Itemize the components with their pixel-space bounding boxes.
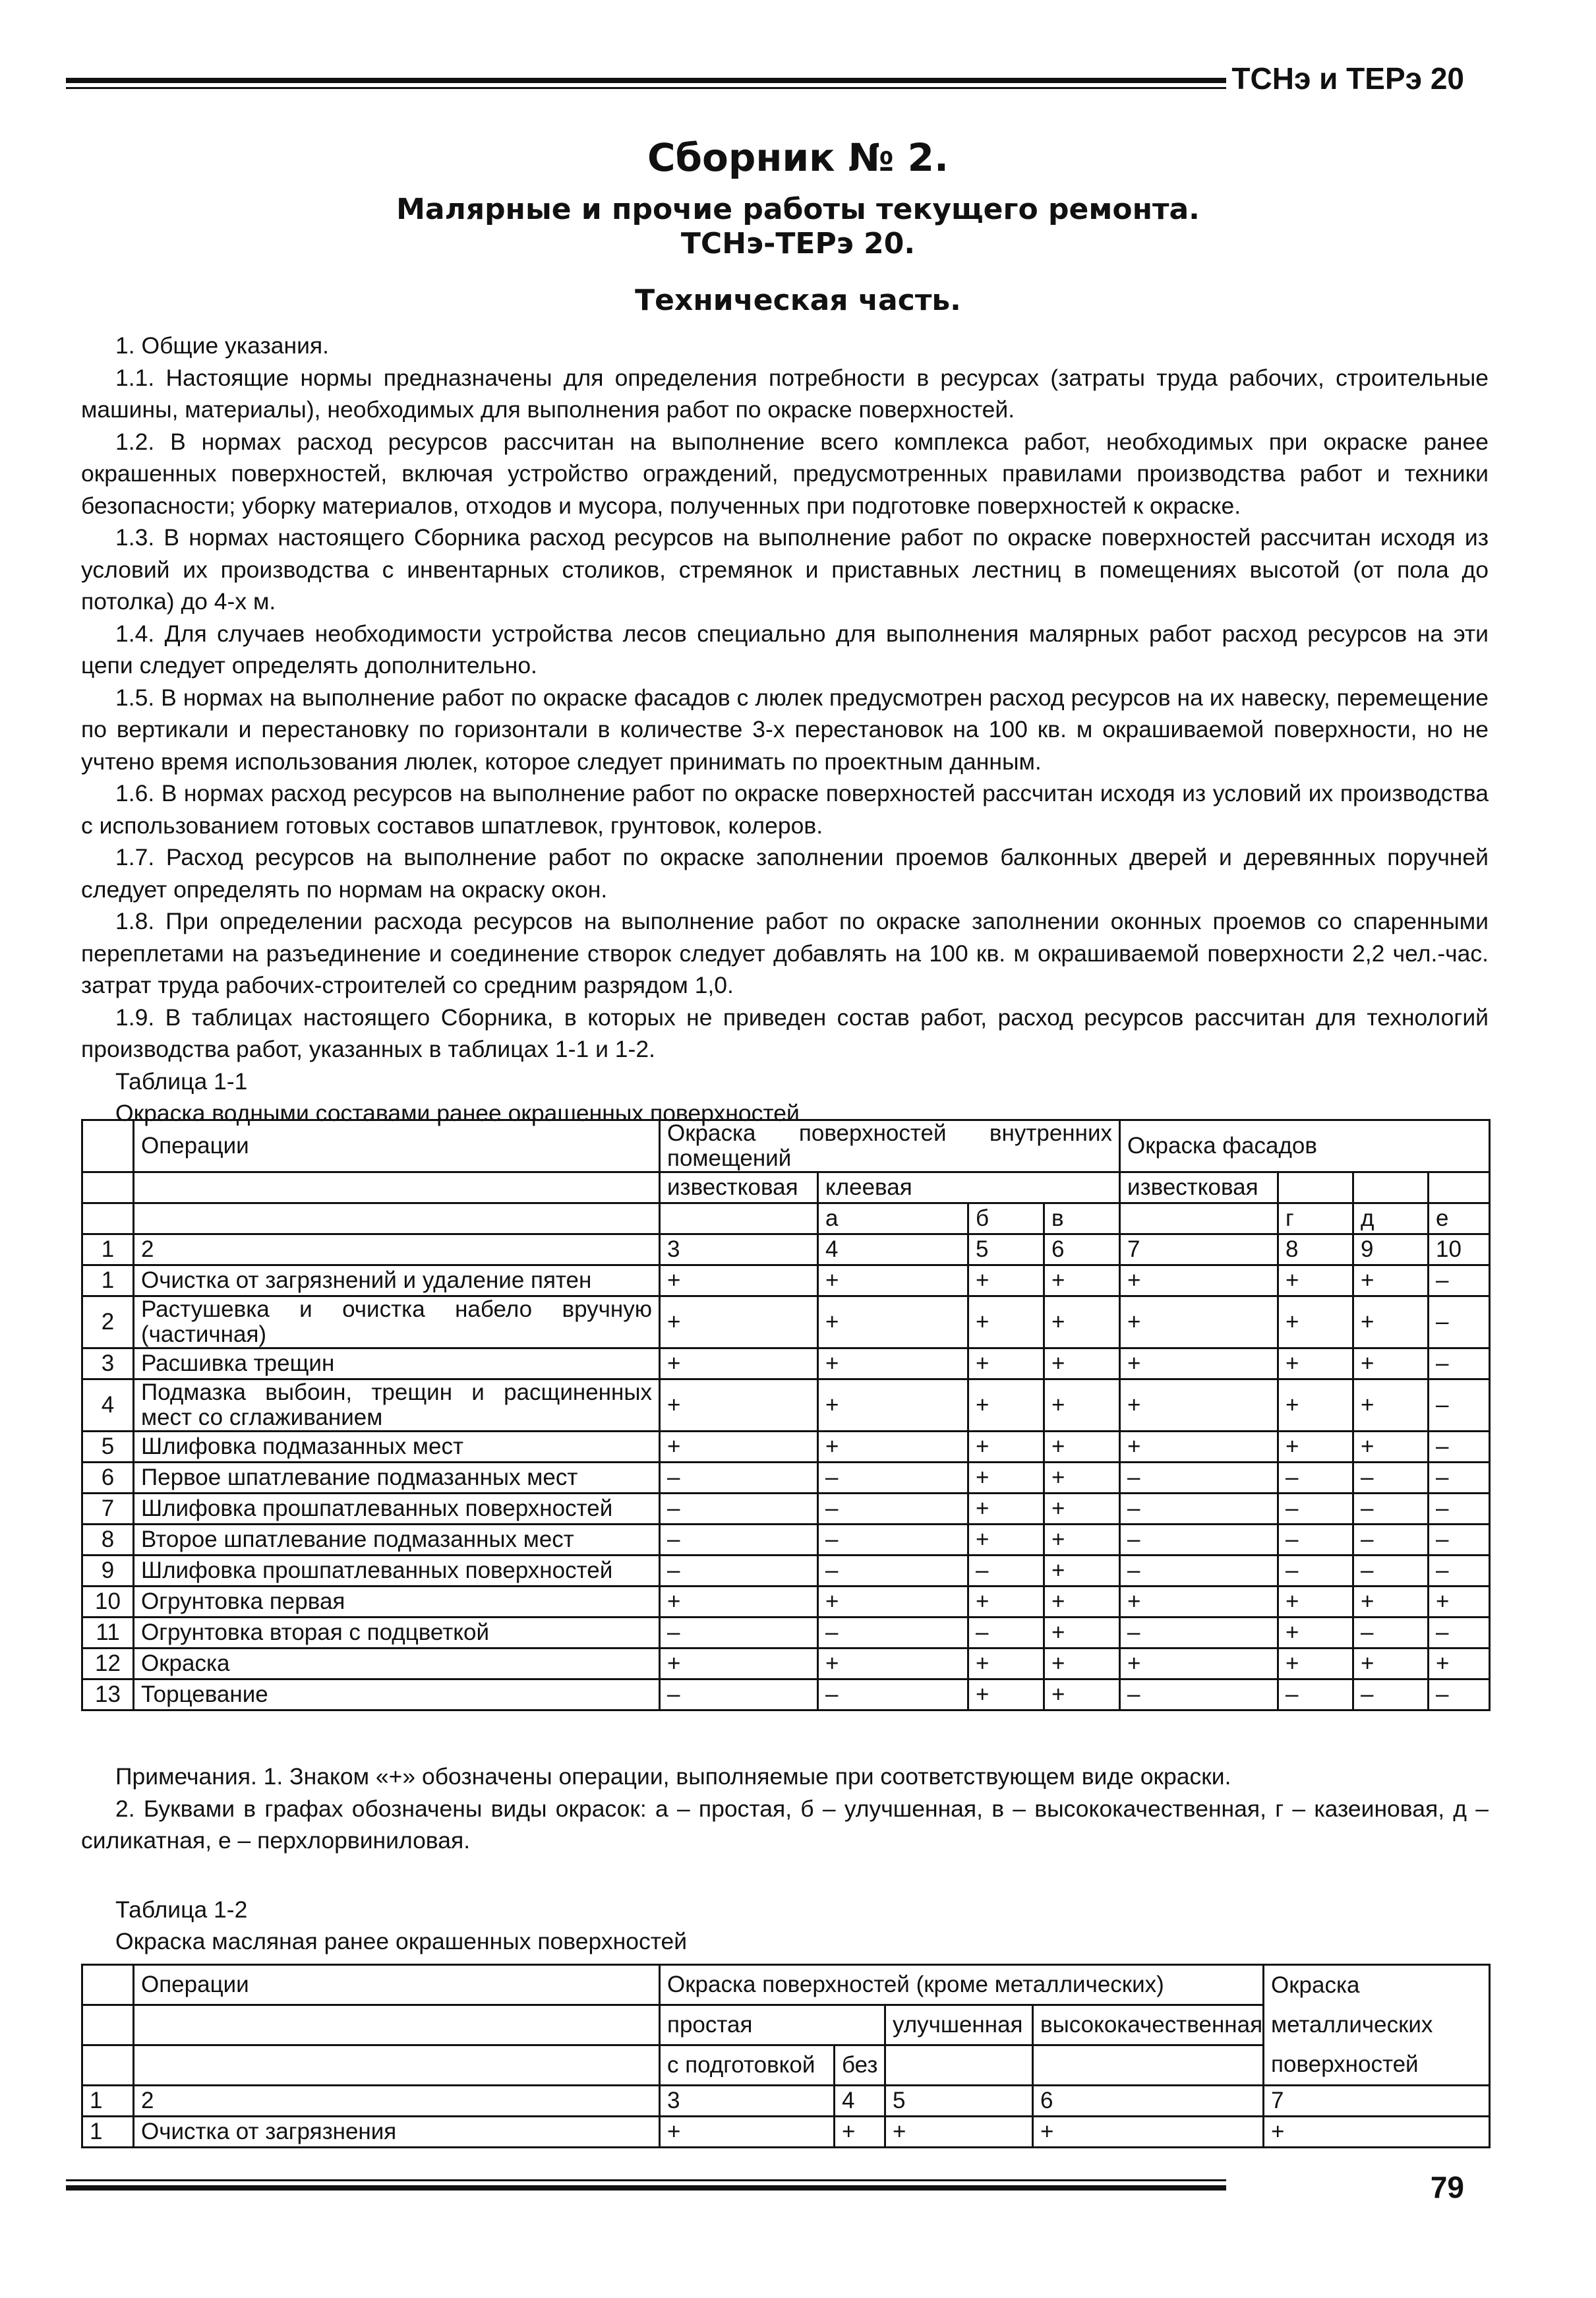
mark: + [1120,1265,1278,1296]
mark: + [1278,1296,1353,1348]
table2-caption: Окраска масляная ранее окрашенных поверхностей [115,1928,688,1954]
letter-cell: г [1278,1203,1353,1234]
mark: + [1044,1556,1120,1587]
row-number: 7 [82,1494,134,1525]
mark: – [818,1618,968,1648]
header-lime: известковая [660,1172,818,1203]
note: 2. Буквами в графах обозначены виды окрасок: а – простая, б – улучшенная, в – высококачественная, г – казеиновая, д – силикатная, е – перхлорвиниловая. [81,1795,1489,1854]
header-high: высококачественная [1033,2005,1264,2045]
header-without: без [835,2045,885,2086]
cell [1429,1172,1490,1203]
mark: + [1044,1679,1120,1710]
mark: + [1044,1348,1120,1379]
header-operations: Операции [134,1965,660,2005]
mark: + [1353,1265,1429,1296]
mark: – [660,1494,818,1525]
table2-label: Таблица 1-2 [115,1896,248,1923]
mark: – [660,1463,818,1494]
operation: Расшивка трещин [134,1348,660,1379]
mark: + [660,1648,818,1679]
col-number: 5 [885,2086,1033,2117]
paragraph: 1. Общие указания. [115,332,330,359]
col-number: 10 [1429,1234,1490,1265]
mark: + [818,1348,968,1379]
header-simple: простая [660,2005,885,2045]
row-number: 11 [82,1618,134,1648]
mark: – [1429,1494,1490,1525]
mark: – [660,1618,818,1648]
operation: Подмазка выбоин, трещин и расщиненных мест со сглаживанием [134,1379,660,1432]
mark: + [818,1587,968,1618]
table-1-1-body [82,1265,1490,1710]
header-glue: клеевая [818,1172,1120,1203]
mark: + [968,1679,1044,1710]
footer-rule [66,2179,1226,2194]
cell [134,2045,660,2086]
mark: + [1044,1265,1120,1296]
mark: – [1120,1618,1278,1648]
body-text [81,330,1489,1130]
operation: Шлифовка подмазанных мест [134,1432,660,1463]
mark: – [1429,1348,1490,1379]
mark: + [968,1525,1044,1556]
mark: + [1044,1494,1120,1525]
mark: + [1353,1648,1429,1679]
letter-cell: е [1429,1203,1490,1234]
paragraph: 1.7. Расход ресурсов на выполнение работ по окраске заполнении проемов балконных дверей и деревянных поручней следует определять по нормам на окраску окон. [81,844,1489,903]
mark: + [968,1379,1044,1432]
header-interior: Окраска поверхностей внутренних помещений [660,1120,1120,1172]
mark: – [1353,1556,1429,1587]
operation: Шлифовка прошпатлеванных поверхностей [134,1494,660,1525]
mark: + [1353,1296,1429,1348]
operation: Второе шпатлевание подмазанных мест [134,1525,660,1556]
mark: + [968,1265,1044,1296]
col-number: 4 [835,2086,885,2117]
col-number: 7 [1120,1234,1278,1265]
row-number: 10 [82,1587,134,1618]
col-number: 1 [82,1234,134,1265]
cell [134,1203,660,1234]
col-number: 4 [818,1234,968,1265]
mark: – [660,1525,818,1556]
mark: + [1120,1296,1278,1348]
mark: – [1120,1679,1278,1710]
operation: Очистка от загрязнения [134,2117,660,2148]
cell [1353,1172,1429,1203]
running-head: ТСНэ и ТЕРэ 20 [1231,61,1464,96]
mark: + [1120,1432,1278,1463]
mark: + [818,1265,968,1296]
mark: + [818,1432,968,1463]
mark: – [1278,1494,1353,1525]
mark: – [1429,1265,1490,1296]
paragraph: 1.9. В таблицах настоящего Сборника, в которых не приведен состав работ, расход ресурсов рассчитан для технологий производства работ, указанных в таблицах 1-1 и 1-2. [81,1004,1489,1062]
cell [1278,1172,1353,1203]
collection-title: Сборник № 2. [647,135,949,180]
mark: – [1278,1556,1353,1587]
mark: – [1429,1679,1490,1710]
table-row [82,1587,1490,1618]
mark: + [835,2117,885,2148]
mark: – [818,1525,968,1556]
mark: – [1353,1494,1429,1525]
mark: + [1044,1379,1120,1432]
row-number: 3 [82,1348,134,1379]
header-facades: Окраска фасадов [1120,1120,1490,1172]
paragraph: 1.8. При определении расхода ресурсов на выполнение работ по окраске заполнении оконных проемов со спаренными переплетами на разъединение и соединение створок следует добавлять на 100 кв. м окрашиваемой поверхности 2,2 чел.-час. затрат труда рабочих-строителей со средним разрядом 1,0. [81,908,1489,998]
mark: + [1044,1432,1120,1463]
mark: – [1120,1494,1278,1525]
note: Примечания. 1. Знаком «+» обозначены операции, выполняемые при соответствующем виде окраски. [115,1763,1231,1790]
table-row [82,1648,1490,1679]
mark: + [968,1494,1044,1525]
mark: – [1278,1463,1353,1494]
mark: + [1353,1348,1429,1379]
mark: – [1429,1525,1490,1556]
operation: Огрунтовка вторая с подцветкой [134,1618,660,1648]
mark: + [1044,1648,1120,1679]
mark: + [1264,2117,1490,2148]
mark: + [1278,1432,1353,1463]
mark: – [1120,1525,1278,1556]
mark: + [1429,1587,1490,1618]
page-number: 79 [1430,2170,1464,2204]
paragraph: 1.5. В нормах на выполнение работ по окраске фасадов с люлек предусмотрен расход ресурсов на их навеску, перемещение по вертикали и перестановку по горизонтали в количестве 3-х перестановок на 100 кв. м окрашиваемой поверхности, но не учтено время использования люлек, которое следует принимать по проектным данным. [81,684,1489,775]
cell [82,2005,134,2045]
paragraph: 1.1. Настоящие нормы предназначены для определения потребности в ресурсах (затраты труда рабочих, строительные машины, материалы), необходимых для выполнения работ по окраске поверхностей. [81,364,1489,423]
table-row [82,1618,1490,1648]
operation: Первое шпатлевание подмазанных мест [134,1463,660,1494]
mark: + [1044,1463,1120,1494]
mark: + [818,1379,968,1432]
cell [1033,2045,1264,2086]
mark: – [968,1618,1044,1648]
mark: + [1033,2117,1264,2148]
mark: + [1044,1587,1120,1618]
row-number: 8 [82,1525,134,1556]
mark: – [660,1556,818,1587]
mark: + [1278,1379,1353,1432]
mark: + [968,1648,1044,1679]
mark: + [968,1348,1044,1379]
mark: + [1353,1379,1429,1432]
row-number: 9 [82,1556,134,1587]
mark: – [660,1679,818,1710]
mark: + [660,1587,818,1618]
operation: Торцевание [134,1679,660,1710]
mark: + [968,1587,1044,1618]
letter-cell: в [1044,1203,1120,1234]
cell [82,2045,134,2086]
row-number: 5 [82,1432,134,1463]
mark: + [968,1432,1044,1463]
mark: + [1044,1618,1120,1648]
row-number: 12 [82,1648,134,1679]
table1-caption: Окраска водными составами ранее окрашенных поверхностей [115,1100,800,1126]
cell [82,1203,134,1234]
mark: + [1278,1648,1353,1679]
mark: – [818,1679,968,1710]
mark: + [1120,1348,1278,1379]
row-number: 2 [82,1296,134,1348]
mark: – [1429,1379,1490,1432]
col-number: 2 [134,1234,660,1265]
header-lime: известковая [1120,1172,1278,1203]
table-row [82,1379,1490,1432]
row-number: 6 [82,1463,134,1494]
col-number: 2 [134,2086,660,2117]
section-title: Техническая часть. [635,284,961,317]
header-operations: Операции [134,1120,660,1172]
mark: + [885,2117,1033,2148]
operation: Огрунтовка первая [134,1587,660,1618]
table2-captions [81,1894,1489,1957]
mark: + [1044,1525,1120,1556]
header-improved: улучшенная [885,2005,1033,2045]
mark: – [968,1556,1044,1587]
table1-label: Таблица 1-1 [115,1068,248,1095]
table-row [82,1348,1490,1379]
col-number: 5 [968,1234,1044,1265]
paragraph: 1.6. В нормах расход ресурсов на выполнение работ по окраске поверхностей рассчитан исходя из условий их производства с использованием готовых составов шпатлевок, грунтовок, колеров. [81,780,1489,839]
mark: + [1353,1587,1429,1618]
mark: – [818,1494,968,1525]
header-with-prep: с подготовкой [660,2045,835,2086]
mark: – [1429,1618,1490,1648]
cell [82,1120,134,1172]
mark: – [1278,1525,1353,1556]
cell [134,2005,660,2045]
mark: – [1353,1618,1429,1648]
mark: – [1120,1556,1278,1587]
notes [81,1761,1489,1857]
header-rule [66,78,1226,93]
letter-cell: д [1353,1203,1429,1234]
mark: + [1120,1587,1278,1618]
mark: – [1429,1463,1490,1494]
cell [885,2045,1033,2086]
cell [660,1203,818,1234]
paragraph: 1.4. Для случаев необходимости устройства лесов специально для выполнения малярных работ расход ресурсов на эти цепи следует определять дополнительно. [81,620,1489,679]
letter-cell: б [968,1203,1044,1234]
mark: + [660,1379,818,1432]
mark: – [1120,1463,1278,1494]
mark: + [818,1648,968,1679]
mark: – [818,1556,968,1587]
row-number: 13 [82,1679,134,1710]
col-number: 8 [1278,1234,1353,1265]
table-1-2 [81,1964,1491,2148]
mark: + [1044,1296,1120,1348]
row-number: 4 [82,1379,134,1432]
paragraph: 1.3. В нормах настоящего Сборника расход ресурсов на выполнение работ по окраске поверхностей рассчитан исходя из условий их производства с инвентарных столиков, стремянок и приставных лестниц в помещениях высотой (от пола до потолка) до 4-х м. [81,524,1489,615]
cell [1120,1203,1278,1234]
mark: + [1353,1432,1429,1463]
mark: – [818,1463,968,1494]
operation: Шлифовка прошпатлеванных поверхностей [134,1556,660,1587]
mark: + [1120,1379,1278,1432]
mark: – [1353,1525,1429,1556]
subtitle-line-2: ТСНэ-ТЕРэ 20. [680,227,916,260]
mark: – [1429,1556,1490,1587]
table-row [82,1525,1490,1556]
row-number: 1 [82,1265,134,1296]
col-number: 3 [660,1234,818,1265]
mark: + [968,1296,1044,1348]
mark: – [1353,1679,1429,1710]
col-number: 3 [660,2086,835,2117]
cell [82,1172,134,1203]
mark: + [818,1296,968,1348]
collection-subtitle [0,193,1596,261]
mark: + [660,1348,818,1379]
table-row [82,1556,1490,1587]
table-row [82,1296,1490,1348]
mark: + [1278,1265,1353,1296]
table-row [82,1463,1490,1494]
paragraph: 1.2. В нормах расход ресурсов рассчитан на выполнение всего комплекса работ, необходимых при окраске ранее окрашенных поверхностей, включая устройство ограждений, предусмотренных правилами производства работ и техники безопасности; уборку материалов, отходов и мусора, полученных при подготовке поверхностей к окраске. [81,428,1489,519]
mark: + [1278,1618,1353,1648]
col-number: 6 [1033,2086,1264,2117]
mark: – [1278,1679,1353,1710]
table-row [82,1432,1490,1463]
mark: + [1120,1648,1278,1679]
row-number: 1 [82,2117,134,2148]
mark: – [1429,1296,1490,1348]
col-number: 7 [1264,2086,1490,2117]
mark: – [1429,1432,1490,1463]
mark: + [660,2117,835,2148]
mark: + [968,1463,1044,1494]
mark: + [1429,1648,1490,1679]
letter-cell: а [818,1203,968,1234]
mark: – [1353,1463,1429,1494]
operation: Растушевка и очистка набело вручную (частичная) [134,1296,660,1348]
cell [134,1172,660,1203]
table-row [82,1494,1490,1525]
table-row [82,1679,1490,1710]
header-nonmetal: Окраска поверхностей (кроме металлических) [660,1965,1264,2005]
operation: Окраска [134,1648,660,1679]
subtitle-line-1: Малярные и прочие работы текущего ремонта. [396,193,1200,226]
mark: + [660,1265,818,1296]
mark: + [660,1432,818,1463]
mark: + [660,1296,818,1348]
col-number: 1 [82,2086,134,2117]
mark: + [1278,1587,1353,1618]
col-number: 9 [1353,1234,1429,1265]
col-number: 6 [1044,1234,1120,1265]
operation: Очистка от загрязнений и удаление пятен [134,1265,660,1296]
mark: + [1278,1348,1353,1379]
table-1-1 [81,1119,1491,1711]
cell [82,1965,134,2005]
header-metal: Окраска металлических поверхностей [1264,1965,1490,2086]
table-row [82,1265,1490,1296]
